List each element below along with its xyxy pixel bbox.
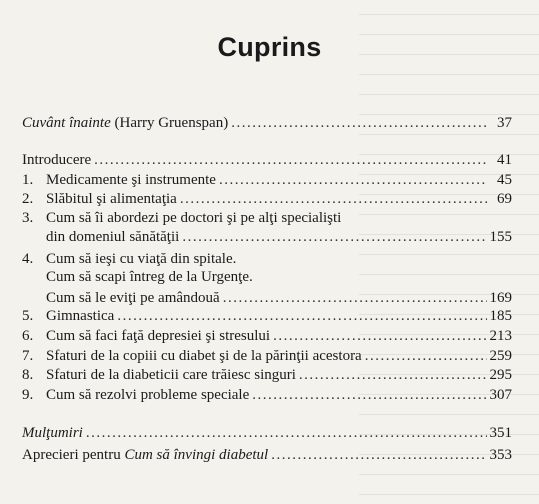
chapter-number: 3. <box>22 210 34 226</box>
toc-entry-chapter-9 <box>22 386 512 404</box>
toc-entry-chapter-3 <box>22 209 512 227</box>
toc-entry-praise <box>22 446 512 464</box>
entry-label: Cum să faci faţă depresiei şi stresului <box>46 328 271 344</box>
entry-label: Mulţumiri <box>22 425 83 441</box>
leader-dots <box>94 151 487 169</box>
entry-label: Cum să îi abordezi pe doctori şi pe alţi specialişti <box>46 210 342 226</box>
entry-label: Gimnastica <box>46 308 115 324</box>
page-number: 213 <box>489 328 512 344</box>
chapter-number: 7. <box>22 348 34 364</box>
entry-label: Cuvânt înainte (Harry Gruenspan) <box>22 115 229 131</box>
page-number: 155 <box>489 229 512 245</box>
leader-dots <box>365 347 487 365</box>
toc-entry-chapter-7 <box>22 347 512 365</box>
entry-label: Sfaturi de la copiii cu diabet şi de la părinţii acestora <box>46 348 362 364</box>
chapter-number: 5. <box>22 308 34 324</box>
leader-dots <box>231 114 487 132</box>
chapter-number: 6. <box>22 328 34 344</box>
toc-entry-chapter-1 <box>22 171 512 189</box>
entry-label: Cum să rezolvi probleme speciale <box>46 387 250 403</box>
entry-label: Medicamente şi instrumente <box>46 172 216 188</box>
entry-label-continued: Cum să le eviţi pe amândouă <box>46 290 220 306</box>
toc-entry-introduction <box>22 151 512 169</box>
toc-entry-chapter-2 <box>22 190 512 208</box>
entry-label: Aprecieri pentru Cum să învingi diabetul <box>22 447 269 463</box>
entry-label-continued: din domeniul sănătăţii <box>46 229 180 245</box>
leader-dots <box>180 190 487 208</box>
leader-dots <box>273 327 486 345</box>
chapter-number: 8. <box>22 367 34 383</box>
leader-dots <box>271 446 486 464</box>
entry-label: Sfaturi de la diabeticii care trăiesc singuri <box>46 367 296 383</box>
leader-dots <box>252 386 486 404</box>
leader-dots <box>86 424 487 442</box>
chapter-number: 1. <box>22 172 34 188</box>
page-number: 307 <box>489 387 512 403</box>
page-number: 351 <box>489 425 512 441</box>
entry-label: Slăbitul şi alimentaţia <box>46 191 177 207</box>
page-number: 185 <box>489 308 512 324</box>
page-number: 45 <box>497 172 512 188</box>
page-number: 169 <box>489 290 512 306</box>
leader-dots <box>182 228 486 246</box>
page-number: 37 <box>497 115 512 131</box>
entry-label: Cum să ieşi cu viaţă din spitale. <box>46 251 237 267</box>
toc-entry-chapter-5 <box>22 307 512 325</box>
toc-entry-chapter-3-cont <box>46 228 512 246</box>
leader-dots <box>117 307 486 325</box>
page-number: 41 <box>497 152 512 168</box>
page-title: Cuprins <box>217 32 322 62</box>
toc-entry-thanks <box>22 424 512 442</box>
entry-label: Introducere <box>22 152 92 168</box>
page-number: 259 <box>489 348 512 364</box>
leader-dots <box>299 366 487 384</box>
chapter-number: 2. <box>22 191 34 207</box>
page-number: 353 <box>489 447 512 463</box>
page-number: 69 <box>497 191 512 207</box>
leader-dots <box>219 171 487 189</box>
chapter-number: 9. <box>22 387 34 403</box>
toc-entry-chapter-6 <box>22 327 512 345</box>
toc-entry-foreword <box>22 114 512 132</box>
toc-entry-chapter-8 <box>22 366 512 384</box>
entry-label-continued: Cum să scapi întreg de la Urgenţe. <box>46 269 253 285</box>
toc-entry-chapter-4 <box>22 250 512 268</box>
leader-dots <box>223 289 487 307</box>
page-number: 295 <box>489 367 512 383</box>
toc-entry-chapter-4-cont <box>46 289 512 307</box>
chapter-number: 4. <box>22 251 34 267</box>
